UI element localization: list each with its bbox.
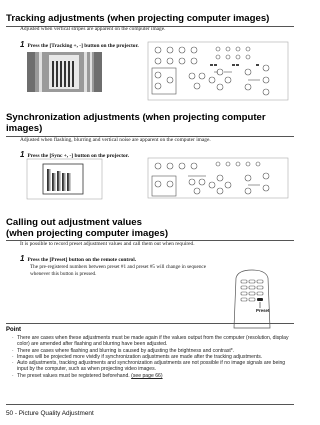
preset-label: Preset [256, 308, 270, 313]
point-item-text: The preset values must be registered beforehand. [17, 372, 130, 379]
projector-control-panel [148, 42, 288, 100]
section3-body-line2: whenever this button is pressed. [30, 271, 97, 277]
section1-lead: Adjusted when vertical stripes are apparent on the computer image. [20, 26, 166, 32]
section3-title-line1: Calling out adjustment values [6, 217, 142, 228]
section2-title-line2: images) [6, 123, 43, 134]
step-text: Press the [Sync +, -] button on the projector. [27, 153, 129, 159]
remote-control [232, 270, 272, 328]
projector-control-panel-sync [148, 158, 288, 198]
point-item: · There are cases where flashing and blurring is caused by adjusting the brightness and contrast*. [12, 348, 294, 354]
point-item: · Images will be projected more vividly if synchronization adjustments are made after the tracking adjustments. [12, 354, 294, 360]
point-item-last [12, 373, 294, 379]
step-number: 1 [20, 150, 25, 159]
step-text: Press the [Preset] button on the remote control. [27, 257, 137, 263]
point-item: · There are cases when these adjustments must be made again if the values output from the computer (resolution, display color) are amended after flashing and blurring have been adjusted. [12, 335, 294, 348]
section1-title: Tracking adjustments (when projecting computer images) [6, 13, 270, 24]
point-rule [6, 323, 294, 324]
preset-button [257, 298, 263, 301]
point-list [12, 335, 294, 379]
section3-body-line1: The pre-registered numbers between preset #1 and preset #5 will change in sequence [30, 264, 207, 270]
blurred-image [27, 159, 102, 199]
step-text: Press the [Tracking +, -] button on the projector. [27, 43, 139, 49]
point-title: Point [6, 327, 21, 333]
point-bottom-rule [6, 404, 294, 405]
vertical-stripes-image [27, 52, 102, 92]
step-number: 1 [20, 40, 25, 49]
page-footer: 50 - Picture Quality Adjustment [6, 410, 94, 417]
page-reference-link[interactable]: (see page 66) [131, 372, 163, 379]
section3-step [20, 254, 136, 263]
section3-title-line2: (when projecting computer images) [6, 228, 169, 239]
section2-lead: Adjusted when flashing, blurring and vertical noise are apparent on the computer image. [20, 137, 211, 143]
step-number: 1 [20, 254, 25, 263]
section3-lead: It is possible to record preset adjustment values and call them out when required. [20, 241, 195, 247]
section1-step [20, 40, 139, 49]
point-item: · Auto adjustments, tracking adjustments and synchronization adjustments are not possible if no image signals are being input by the computer, such as when projecting video images. [12, 360, 294, 373]
section2-step [20, 150, 129, 159]
section2-title-line1: Synchronization adjustments (when projecting computer [6, 112, 266, 123]
